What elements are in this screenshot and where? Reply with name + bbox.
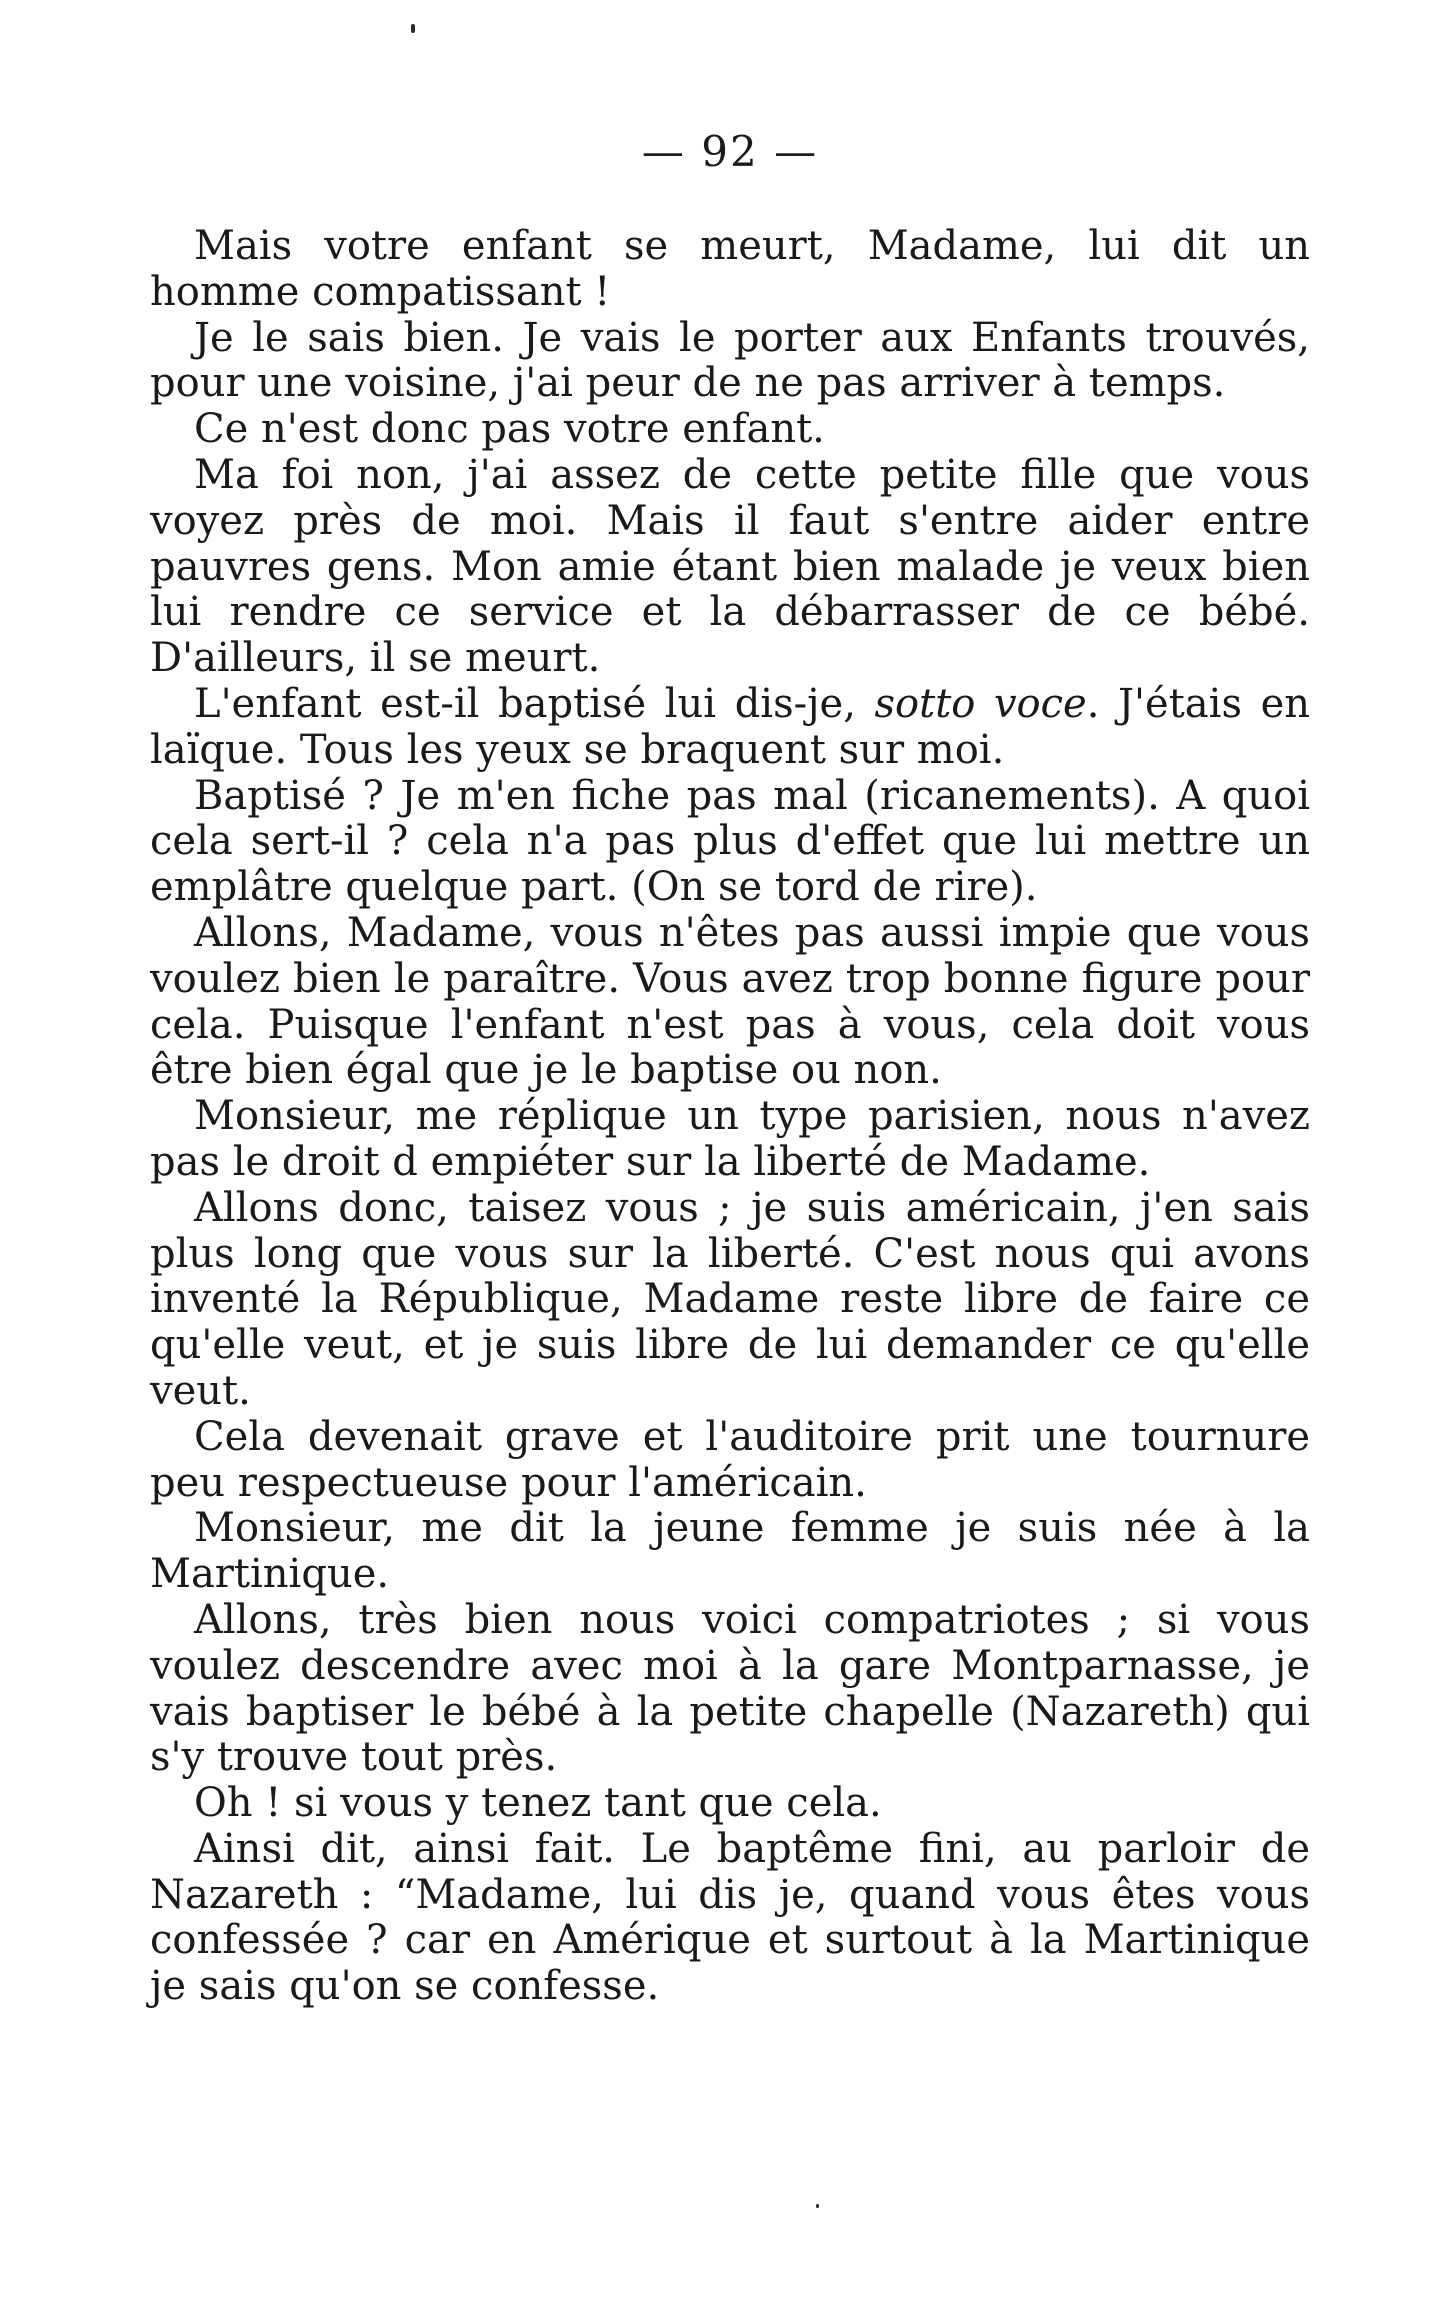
- paragraph-text: L'enfant est-il baptisé lui dis-je,: [194, 680, 875, 727]
- paragraph: Ma foi non, j'ai assez de cette petite fille que vous voyez près de moi. Mais il faut s'entre aider entre pauvres gens. Mon amie étant bien malade je veux bien lui rendre ce service et la débarrasser de ce bébé. D'ailleurs, il se meurt.: [150, 451, 1310, 682]
- paragraph: [150, 682, 1310, 774]
- paragraph: Mais votre enfant se meurt, Madame, lui dit un homme compatissant !: [150, 223, 1310, 315]
- paragraph: Oh ! si vous y tenez tant que cela.: [194, 1780, 882, 1827]
- body-text: [150, 224, 1310, 2010]
- paragraph: Ainsi dit, ainsi fait. Le baptême fini, au parloir de Nazareth : “Madame, lui dis je, quand vous êtes vous confessée ? car en Amérique et surtout à la Martinique je sais qu'on se confesse.: [150, 1825, 1310, 2010]
- paragraph: Allons donc, taisez vous ; je suis américain, j'en sais plus long que vous sur la liberté. C'est nous qui avons inventé la République, Madame reste libre de faire ce qu'elle veut, et je suis libre de lui demander ce qu'elle veut.: [150, 1184, 1310, 1414]
- paragraph-text: . J'étais en laïque. Tous les yeux se braquent sur moi.: [150, 680, 1310, 773]
- italic-phrase: sotto voce: [874, 680, 1087, 727]
- print-speck: [411, 24, 415, 33]
- paragraph: Je le sais bien. Je vais le porter aux Enfants trouvés, pour une voisine, j'ai peur de ne pas arriver à temps.: [150, 314, 1310, 407]
- print-speck: [816, 2204, 819, 2208]
- paragraph: Cela devenait grave et l'auditoire prit une tournure peu respectueuse pour l'américain.: [150, 1413, 1310, 1506]
- paragraph: Monsieur, me réplique un type parisien, nous n'avez pas le droit d empiéter sur la liberté de Madame.: [150, 1093, 1310, 1185]
- paragraph: Ce n'est donc pas votre enfant.: [194, 406, 825, 453]
- paragraph: Allons, Madame, vous n'êtes pas aussi impie que vous voulez bien le paraître. Vous avez trop bonne figure pour cela. Puisque l'enfant n'est pas à vous, cela doit vous être bien égal que je le baptise ou non.: [150, 909, 1310, 1094]
- paragraph: Monsieur, me dit la jeune femme je suis née à la Martinique.: [150, 1505, 1310, 1598]
- book-page: [150, 0, 1310, 2312]
- paragraph: Baptisé ? Je m'en fiche pas mal (ricanements). A quoi cela sert-il ? cela n'a pas plus d'effet que lui mettre un emplâtre quelque part. (On se tord de rire).: [150, 772, 1310, 911]
- paragraph: Allons, très bien nous voici compatriotes ; si vous voulez descendre avec moi à la gare Montparnasse, je vais baptiser le bébé à la petite chapelle (Nazareth) qui s'y trouve tout près.: [150, 1596, 1310, 1781]
- page-number: — 92 —: [641, 127, 819, 176]
